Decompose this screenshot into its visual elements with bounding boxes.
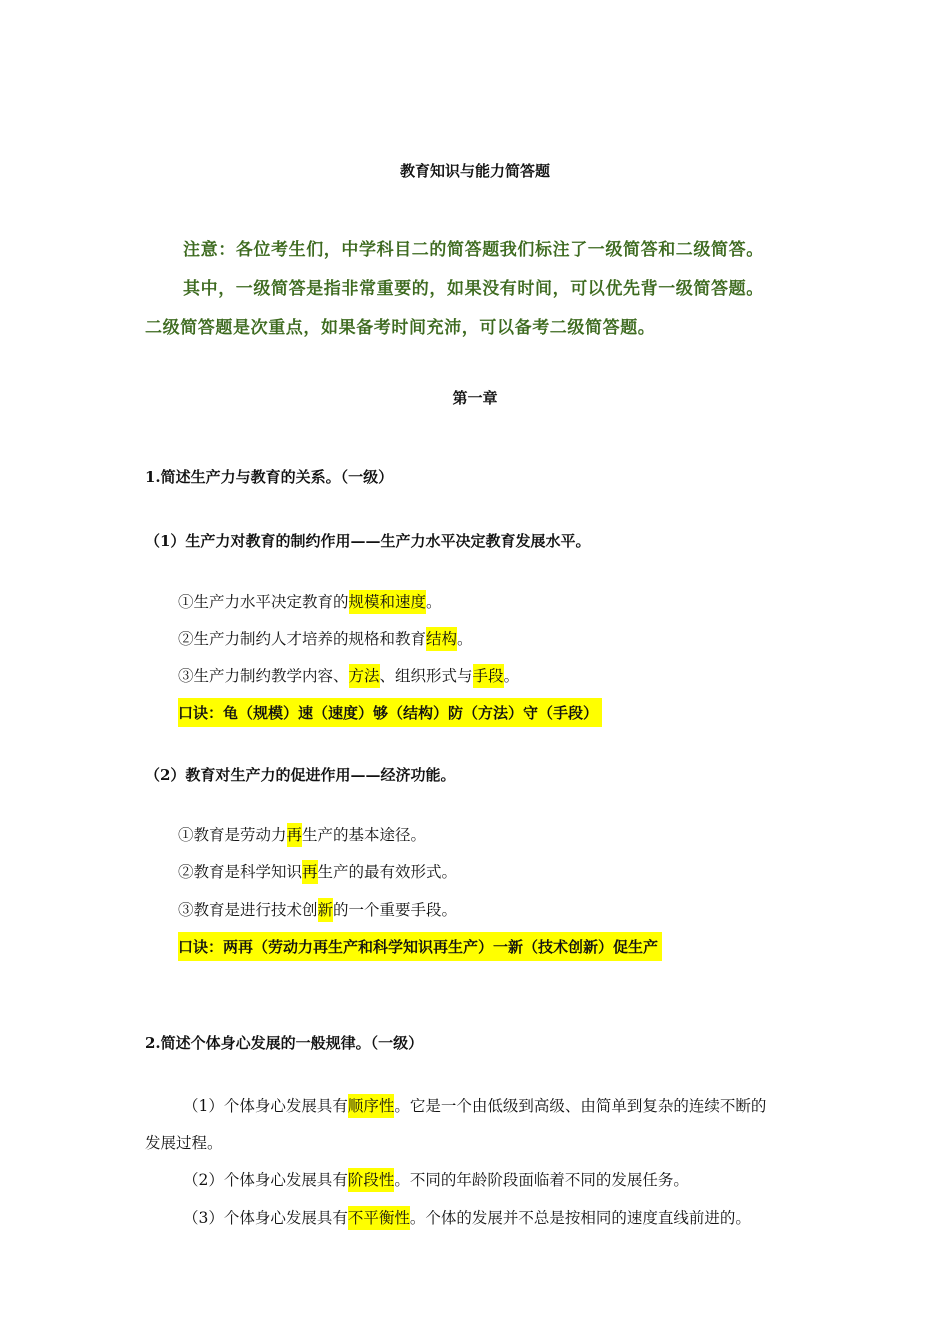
highlight: 结构 — [426, 627, 457, 651]
highlight: 手段 — [473, 664, 504, 688]
q2-item-1-continued: 发展过程。 — [145, 1134, 223, 1152]
q2-item-2: （2）个体身心发展具有阶段性。不同的年龄阶段面临着不同的发展任务。 — [183, 1168, 689, 1190]
q1-part2-item-1: ①教育是劳动力再生产的基本途径。 — [178, 823, 426, 845]
q1-part1-mnemonic: 口诀：龟（规模）速（速度）够（结构）防（方法）守（手段） — [178, 698, 602, 727]
notice-line-2: 其中，一级简答是指非常重要的，如果没有时间，可以优先背一级简答题。 — [183, 279, 764, 299]
chapter-heading: 第一章 — [452, 389, 498, 407]
highlight: 阶段性 — [348, 1168, 395, 1192]
highlight: 方法 — [349, 664, 380, 688]
notice-line-3: 二级简答题是次重点，如果备考时间充沛，可以备考二级简答题。 — [145, 318, 656, 338]
highlight: 再 — [287, 823, 303, 847]
q1-part2-item-3: ③教育是进行技术创新的一个重要手段。 — [178, 898, 457, 920]
q1-part2-mnemonic: 口诀：两再（劳动力再生产和科学知识再生产）一新（技术创新）促生产 — [178, 932, 662, 961]
q1-part1-item-1: ①生产力水平决定教育的规模和速度。 — [178, 590, 442, 612]
highlight: 不平衡性 — [348, 1206, 410, 1230]
q1-part1-item-3: ③生产力制约教学内容、方法、组织形式与手段。 — [178, 664, 519, 686]
q1-part1-item-2: ②生产力制约人才培养的规格和教育结构。 — [178, 627, 473, 649]
highlight: 再 — [302, 860, 318, 884]
q2-item-1: （1）个体身心发展具有顺序性。它是一个由低级到高级、由简单到复杂的连续不断的 — [183, 1094, 766, 1116]
notice-line-1: 注意：各位考生们，中学科目二的简答题我们标注了一级简答和二级简答。 — [183, 240, 764, 260]
q1-part1-heading: （1）生产力对教育的制约作用——生产力水平决定教育发展水平。 — [145, 532, 591, 550]
highlight: 规模和速度 — [349, 590, 427, 614]
q1-part2-heading: （2）教育对生产力的促进作用——经济功能。 — [145, 766, 456, 784]
highlight: 顺序性 — [348, 1094, 395, 1118]
q1-part2-item-2: ②教育是科学知识再生产的最有效形式。 — [178, 860, 457, 882]
highlight: 新 — [318, 898, 334, 922]
q2-item-3: （3）个体身心发展具有不平衡性。个体的发展并不总是按相同的速度直线前进的。 — [183, 1206, 751, 1228]
document-title: 教育知识与能力简答题 — [399, 162, 550, 180]
question-1-title: 1.简述生产力与教育的关系。（一级） — [145, 468, 394, 486]
question-2-title: 2.简述个体身心发展的一般规律。（一级） — [145, 1034, 424, 1052]
